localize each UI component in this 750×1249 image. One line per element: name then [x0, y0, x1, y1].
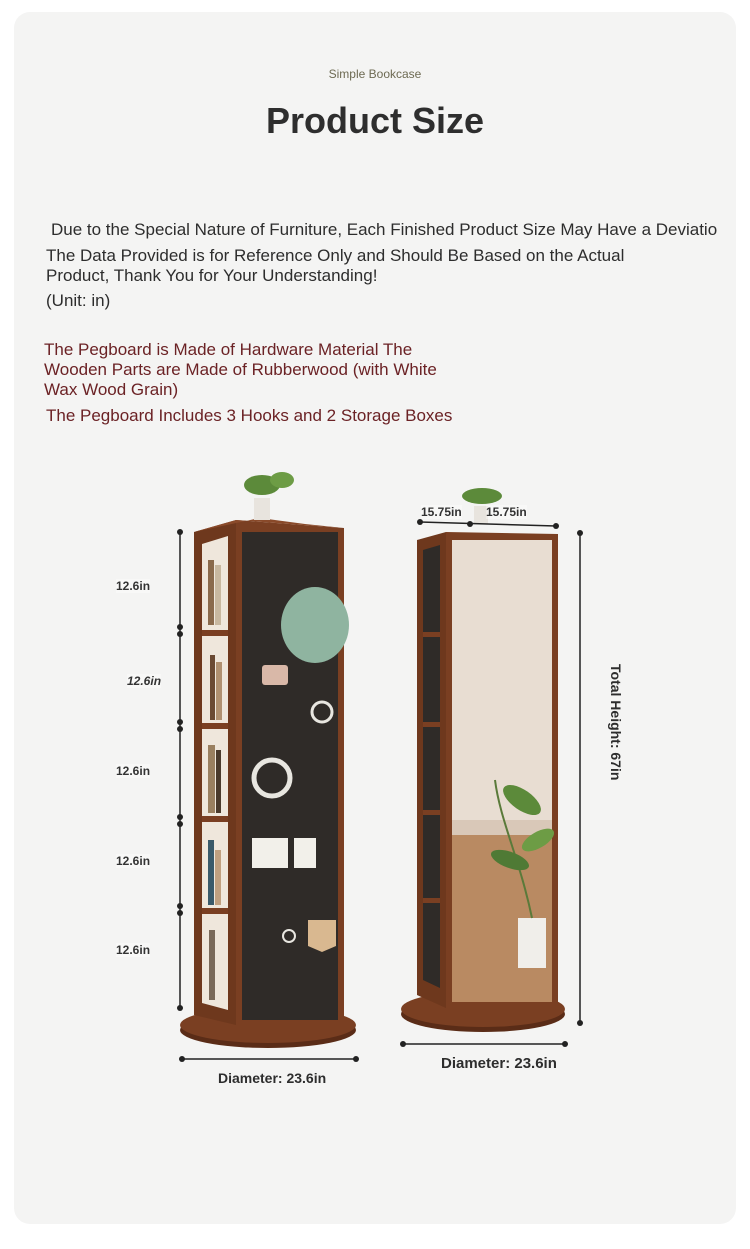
product-illustration [0, 440, 750, 1120]
shelf-height-label-2: 12.6in [127, 674, 162, 688]
material-line-1: The Pegboard is Made of Hardware Material The [44, 340, 413, 359]
notice-line-3: Product, Thank You for Your Understanding! [46, 266, 378, 285]
shelf-height-label-1: 12.6in [116, 579, 151, 593]
right-bookcase [400, 488, 583, 1047]
notice-line-1: Due to the Special Nature of Furniture, Each Finished Product Size May Have a Deviatio [51, 220, 718, 239]
material-line-2: Wooden Parts are Made of Rubberwood (with White [44, 360, 437, 379]
shelf-height-label-4: 12.6in [116, 854, 151, 868]
page-title: Product Size [265, 100, 485, 141]
left-diameter-label: Diameter: 23.6in [218, 1070, 327, 1086]
unit-label: (Unit: in) [46, 291, 111, 310]
shelf-height-label-3: 12.6in [116, 764, 151, 778]
material-line-4: The Pegboard Includes 3 Hooks and 2 Storage Boxes [46, 406, 453, 425]
material-line-3: Wax Wood Grain) [44, 380, 179, 399]
left-bookcase [177, 472, 359, 1062]
width-label: 15.75in [486, 505, 527, 519]
right-diameter-label: Diameter: 23.6in [441, 1055, 557, 1072]
page-subtitle: Simple Bookcase [328, 67, 422, 81]
total-height-label: Total Height: 67in [608, 664, 624, 781]
shelf-height-label-5: 12.6in [116, 943, 151, 957]
depth-label: 15.75in [421, 505, 462, 519]
notice-line-2: The Data Provided is for Reference Only and Should Be Based on the Actual [46, 246, 625, 265]
